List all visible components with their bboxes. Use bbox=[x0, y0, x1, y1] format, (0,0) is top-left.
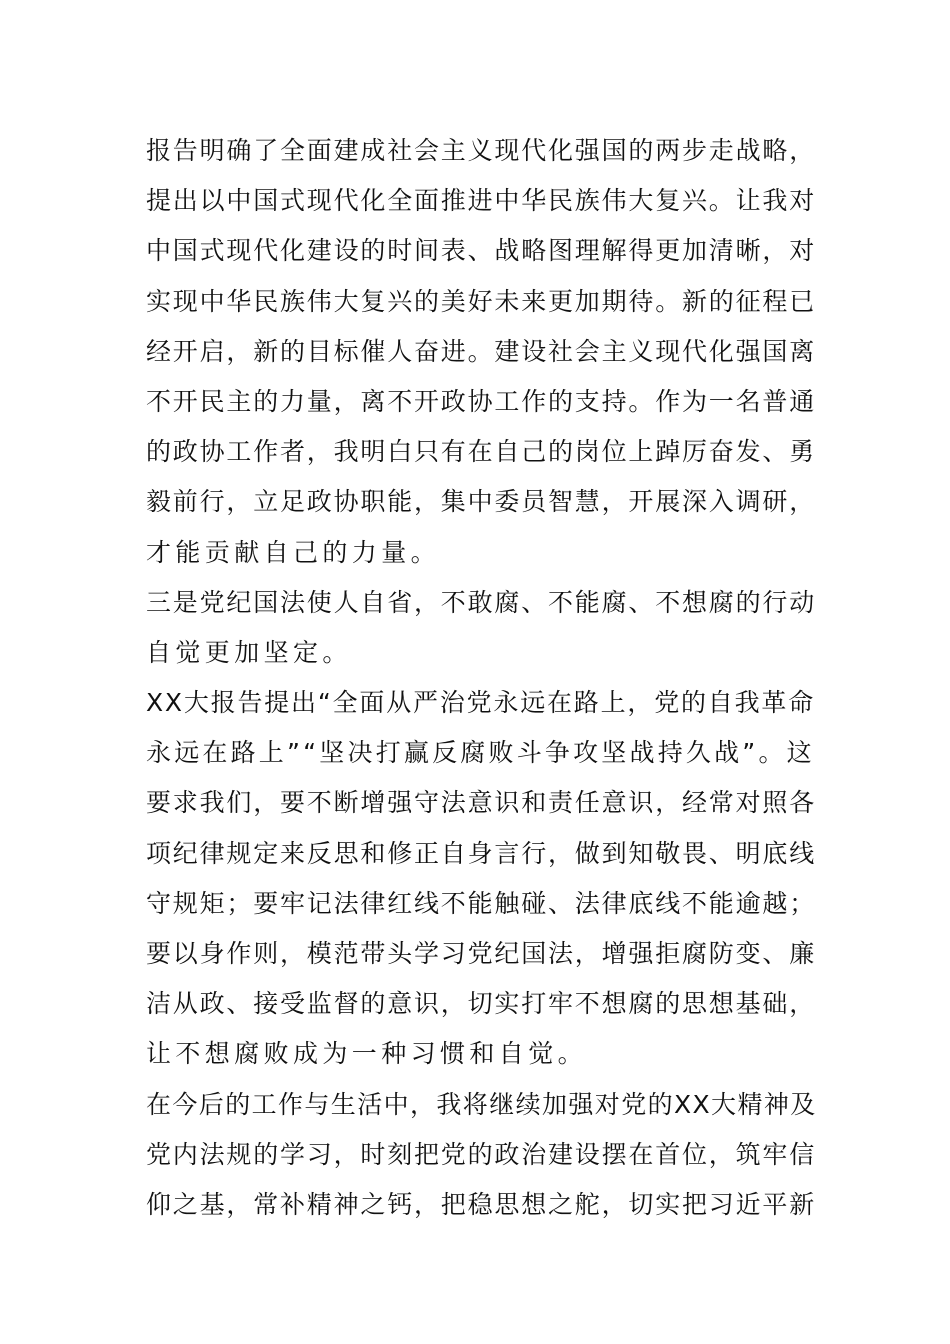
text-line: XX大报告提出“全面从严治党永远在路上，党的自我革命 bbox=[146, 688, 816, 718]
text-line: 的政协工作者，我明白只有在自己的岗位上踔厉奋发、勇 bbox=[146, 437, 817, 467]
section-heading-line: 自觉更加坚定。 bbox=[146, 637, 352, 667]
text-line: 项纪律规定来反思和修正自身言行，做到知敬畏、明底线 bbox=[146, 838, 817, 868]
text-line: 守规矩；要牢记法律红线不能触碰、法律底线不能逾越； bbox=[146, 888, 817, 918]
text-line: 毅前行，立足政协职能，集中委员智慧，开展深入调研， bbox=[146, 487, 817, 517]
text-line: 党内法规的学习，时刻把党的政治建设摆在首位，筑牢信 bbox=[146, 1139, 817, 1169]
text-line: 要以身作则，模范带头学习党纪国法，增强拒腐防变、廉 bbox=[146, 939, 817, 968]
body-text bbox=[146, 126, 817, 1230]
text-line: 洁从政、接受监督的意识，切实打牢不想腐的思想基础， bbox=[146, 989, 817, 1019]
text-line: 永远在路上”“坚决打赢反腐败斗争攻坚战持久战”。这 bbox=[146, 738, 815, 768]
text-line: 不开民主的力量，离不开政协工作的支持。作为一名普通 bbox=[146, 386, 817, 416]
text-line: 中国式现代化建设的时间表、战略图理解得更加清晰，对 bbox=[146, 236, 817, 266]
section-heading-line: 三是党纪国法使人自省，不敢腐、不能腐、不想腐的行动 bbox=[146, 587, 817, 617]
text-line: 报告明确了全面建成社会主义现代化强国的两步走战略， bbox=[146, 136, 817, 165]
text-line: 在今后的工作与生活中，我将继续加强对党的XX大精神及 bbox=[146, 1089, 817, 1119]
text-line: 仰之基，常补精神之钙，把稳思想之舵，切实把习近平新 bbox=[146, 1189, 817, 1219]
text-line: 让不想腐败成为一种习惯和自觉。 bbox=[146, 1039, 588, 1069]
text-line: 才能贡献自己的力量。 bbox=[146, 537, 441, 567]
text-line: 经开启，新的目标催人奋进。建设社会主义现代化强国离 bbox=[146, 336, 817, 366]
text-line: 要求我们，要不断增强守法意识和责任意识，经常对照各 bbox=[146, 788, 817, 818]
text-line: 提出以中国式现代化全面推进中华民族伟大复兴。让我对 bbox=[146, 186, 817, 216]
text-line: 实现中华民族伟大复兴的美好未来更加期待。新的征程已 bbox=[146, 286, 817, 316]
